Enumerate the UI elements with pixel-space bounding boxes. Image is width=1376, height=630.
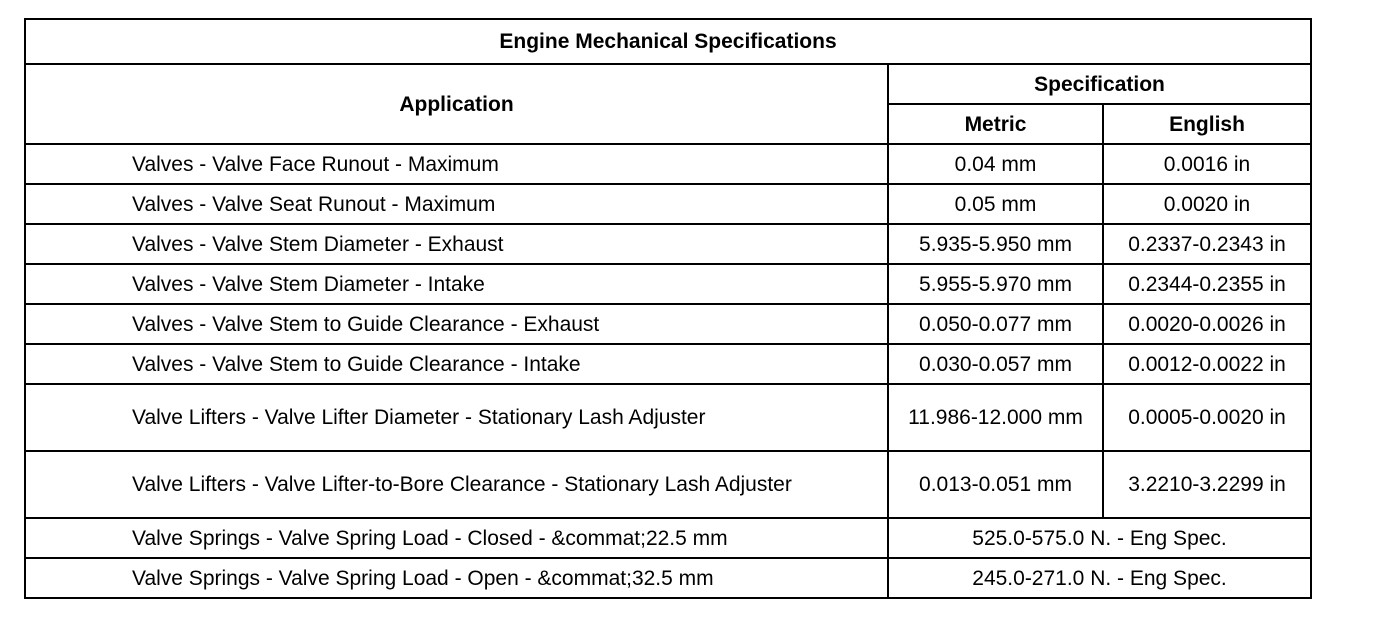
table-title: Engine Mechanical Specifications: [25, 19, 1311, 64]
table-row: [25, 224, 1311, 264]
metric-cell: 0.013-0.051 mm: [888, 451, 1103, 518]
english-cell: 3.2210-3.2299 in: [1103, 451, 1311, 518]
table-row: [25, 304, 1311, 344]
application-cell: Valve Springs - Valve Spring Load - Closed - &commat;22.5 mm: [25, 518, 888, 558]
english-cell: 0.2344-0.2355 in: [1103, 264, 1311, 304]
english-cell: 0.0005-0.0020 in: [1103, 384, 1311, 451]
metric-header: Metric: [888, 104, 1103, 144]
english-header: English: [1103, 104, 1311, 144]
metric-cell: 0.050-0.077 mm: [888, 304, 1103, 344]
table-row: [25, 264, 1311, 304]
table-row: [25, 518, 1311, 558]
specification-header: Specification: [888, 64, 1311, 104]
application-cell: Valves - Valve Stem Diameter - Intake: [25, 264, 888, 304]
application-cell: Valves - Valve Face Runout - Maximum: [25, 144, 888, 184]
table-row: [25, 451, 1311, 518]
table-row: [25, 558, 1311, 598]
application-cell: Valves - Valve Stem to Guide Clearance - Intake: [25, 344, 888, 384]
english-cell: 0.0012-0.0022 in: [1103, 344, 1311, 384]
spec-value-cell: 525.0-575.0 N. - Eng Spec.: [888, 518, 1311, 558]
application-cell: Valve Lifters - Valve Lifter Diameter - Stationary Lash Adjuster: [25, 384, 888, 451]
engine-spec-table: [24, 18, 1312, 599]
metric-cell: 0.04 mm: [888, 144, 1103, 184]
english-cell: 0.0020-0.0026 in: [1103, 304, 1311, 344]
table-row: [25, 184, 1311, 224]
title-row: [25, 19, 1311, 64]
table-row: [25, 344, 1311, 384]
application-cell: Valve Springs - Valve Spring Load - Open - &commat;32.5 mm: [25, 558, 888, 598]
table-row: [25, 384, 1311, 451]
metric-cell: 11.986-12.000 mm: [888, 384, 1103, 451]
metric-cell: 0.030-0.057 mm: [888, 344, 1103, 384]
application-header: Application: [25, 64, 888, 144]
english-cell: 0.0020 in: [1103, 184, 1311, 224]
english-cell: 0.0016 in: [1103, 144, 1311, 184]
metric-cell: 0.05 mm: [888, 184, 1103, 224]
application-cell: Valves - Valve Stem to Guide Clearance - Exhaust: [25, 304, 888, 344]
metric-cell: 5.935-5.950 mm: [888, 224, 1103, 264]
metric-cell: 5.955-5.970 mm: [888, 264, 1103, 304]
application-cell: Valve Lifters - Valve Lifter-to-Bore Clearance - Stationary Lash Adjuster: [25, 451, 888, 518]
table-row: [25, 144, 1311, 184]
english-cell: 0.2337-0.2343 in: [1103, 224, 1311, 264]
spec-value-cell: 245.0-271.0 N. - Eng Spec.: [888, 558, 1311, 598]
application-cell: Valves - Valve Seat Runout - Maximum: [25, 184, 888, 224]
header-row: [25, 64, 1311, 104]
application-cell: Valves - Valve Stem Diameter - Exhaust: [25, 224, 888, 264]
